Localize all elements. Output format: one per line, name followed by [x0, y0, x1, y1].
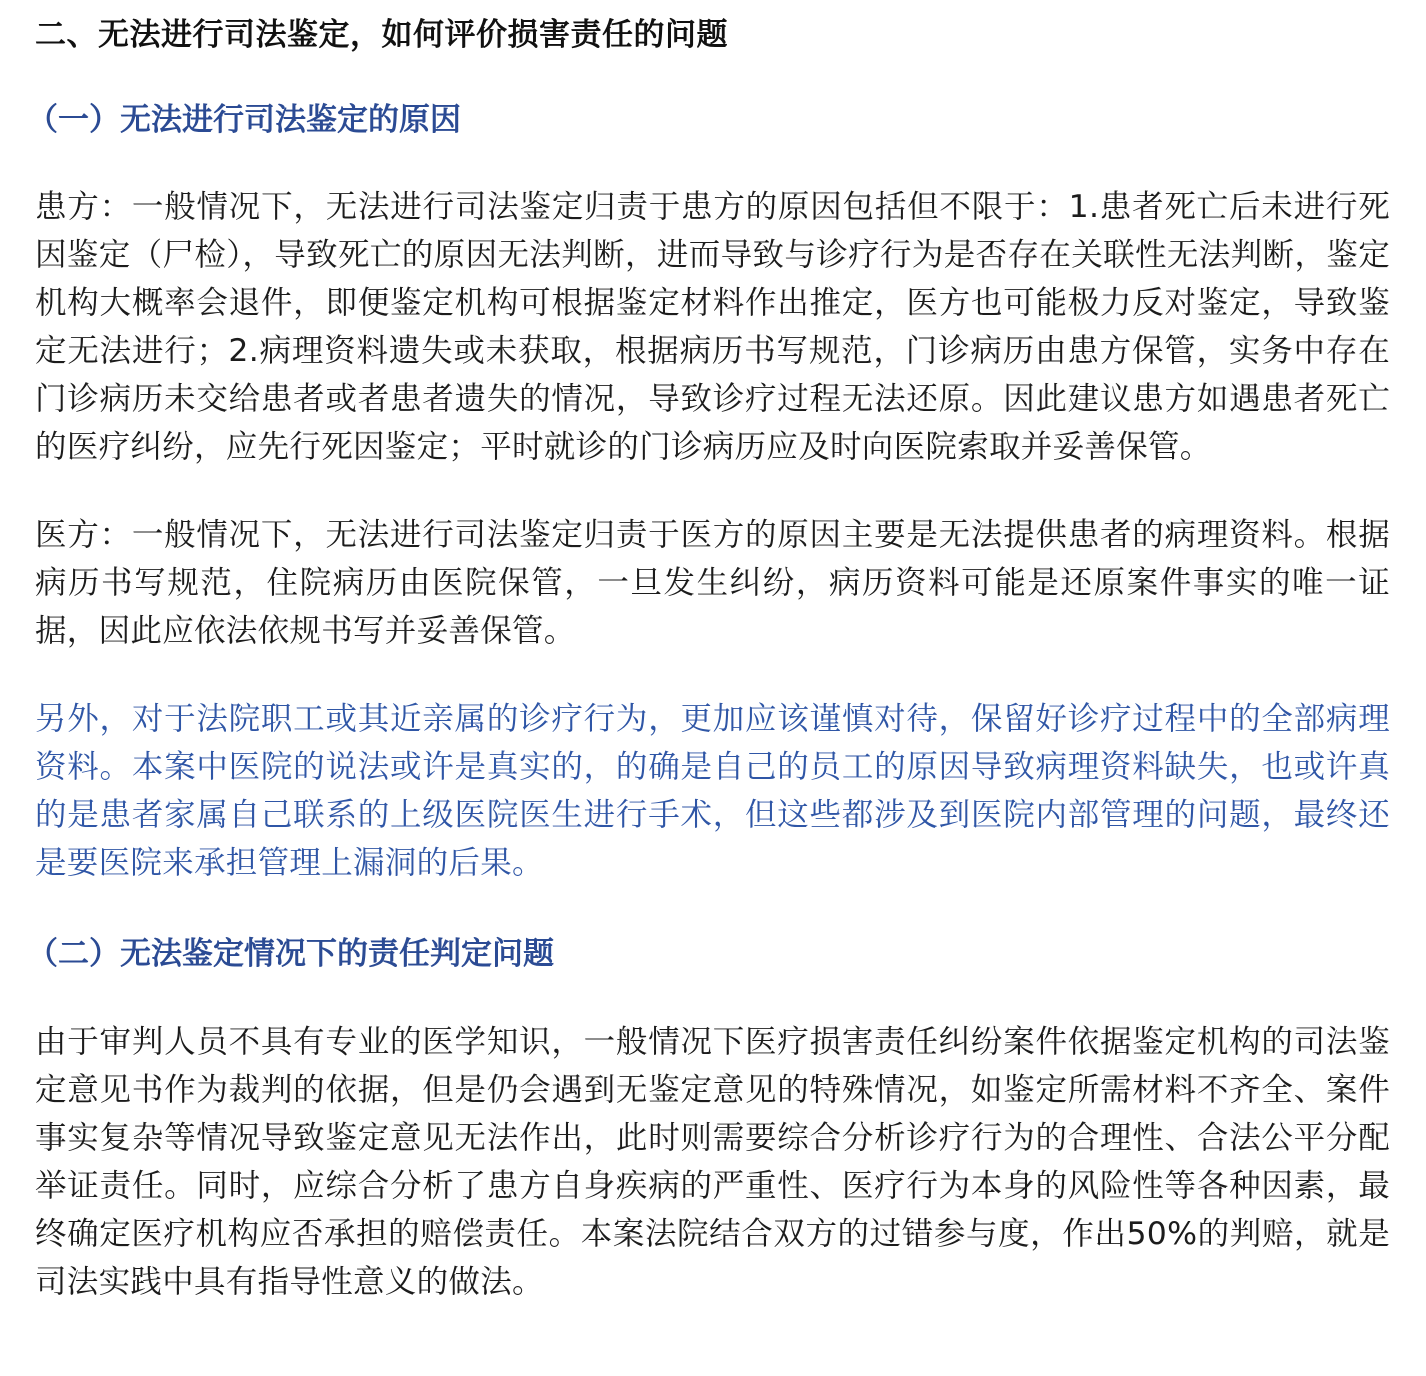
paragraph-hospital-side: 医方：一般情况下，无法进行司法鉴定归责于医方的原因主要是无法提供患者的病理资料。根据病历书写规范，住院病历由医院保管，一旦发生纠纷，病历资料可能是还原案件事实的唯一证据，因此应依法依规书写并妥善保管。 — [35, 517, 1390, 649]
paragraph-liability-determination: 由于审判人员不具有专业的医学知识，一般情况下医疗损害责任纠纷案件依据鉴定机构的司法鉴定意见书作为裁判的依据，但是仍会遇到无鉴定意见的特殊情况，如鉴定所需材料不齐全、案件事实复杂等情况导致鉴定意见无法作出，此时则需要综合分析诊疗行为的合理性、合法公平分配举证责任。同时，应综合分析了患方自身疾病的严重性、医疗行为本身的风险性等各种因素，最终确定医疗机构应否承担的赔偿责任。本案法院结合双方的过错参与度，作出50%的判赔，就是司法实践中具有指导性意义的做法。 — [35, 1024, 1390, 1300]
paragraph-patient-side: 患方：一般情况下，无法进行司法鉴定归责于患方的原因包括但不限于：1.患者死亡后未进行死因鉴定（尸检），导致死亡的原因无法判断，进而导致与诊疗行为是否存在关联性无法判断，鉴定机构大概率会退件，即便鉴定机构可根据鉴定材料作出推定，医方也可能极力反对鉴定，导致鉴定无法进行；2.病理资料遗失或未获取，根据病历书写规范，门诊病历由患方保管，实务中存在门诊病历未交给患者或者患者遗失的情况，导致诊疗过程无法还原。因此建议患方如遇患者死亡的医疗纠纷，应先行死因鉴定；平时就诊的门诊病历应及时向医院索取并妥善保管。 — [35, 189, 1390, 465]
section-2-title: （二）无法鉴定情况下的责任判定问题 — [27, 936, 554, 972]
section-1-title: （一）无法进行司法鉴定的原因 — [27, 102, 461, 138]
paragraph-additional-note: 另外，对于法院职工或其近亲属的诊疗行为，更加应该谨慎对待，保留好诊疗过程中的全部病理资料。本案中医院的说法或许是真实的，的确是自己的员工的原因导致病理资料缺失，也或许真的是患者家属自己联系的上级医院医生进行手术，但这些都涉及到医院内部管理的问题，最终还是要医院来承担管理上漏洞的后果。 — [35, 701, 1390, 881]
article-heading: 二、无法进行司法鉴定，如何评价损害责任的问题 — [35, 17, 728, 53]
